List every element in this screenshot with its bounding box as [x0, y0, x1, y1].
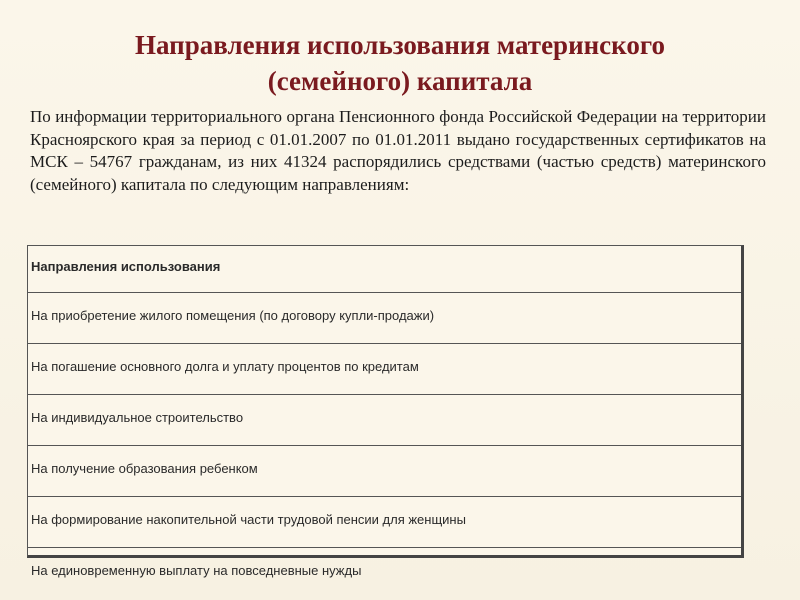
intro-paragraph: По информации территориального органа Пенсионного фонда Российской Федерации на территории Красноярского края за период с 01.01.2007 по 01.01.2011 выдано государственных сертификатов на МСК – 54767 гражданам, из них 41324 распорядились средствами (частью средств) материнского (семейного) капитала по следующим направлениям: — [30, 107, 766, 194]
directions-table — [27, 245, 744, 578]
table-cell-pension-savings: На формирование накопительной части трудовой пенсии для женщины — [28, 497, 741, 548]
table-row — [28, 497, 741, 548]
table-cell-loan-repayment: На погашение основного долга и уплату процентов по кредитам — [28, 344, 741, 395]
table-row — [28, 344, 741, 395]
directions-table-grid — [28, 246, 741, 598]
title-line-2: (семейного) капитала — [267, 66, 533, 96]
table-cell-child-education: На получение образования ребенком — [28, 446, 741, 497]
table-row — [28, 548, 741, 599]
title-line-1: Направления использования материнского — [135, 30, 665, 60]
table-header-cell: Направления использования — [28, 246, 741, 293]
table-row — [28, 293, 741, 344]
table-row — [28, 446, 741, 497]
table-header-row — [28, 246, 741, 293]
slide-title — [40, 27, 760, 99]
table-cell-lump-sum-payment: На единовременную выплату на повседневные нужды — [31, 562, 362, 578]
table-row — [28, 395, 741, 446]
table-cell-housing-purchase: На приобретение жилого помещения (по договору купли-продажи) — [28, 293, 741, 344]
table-cell-individual-construction: На индивидуальное строительство — [28, 395, 741, 446]
